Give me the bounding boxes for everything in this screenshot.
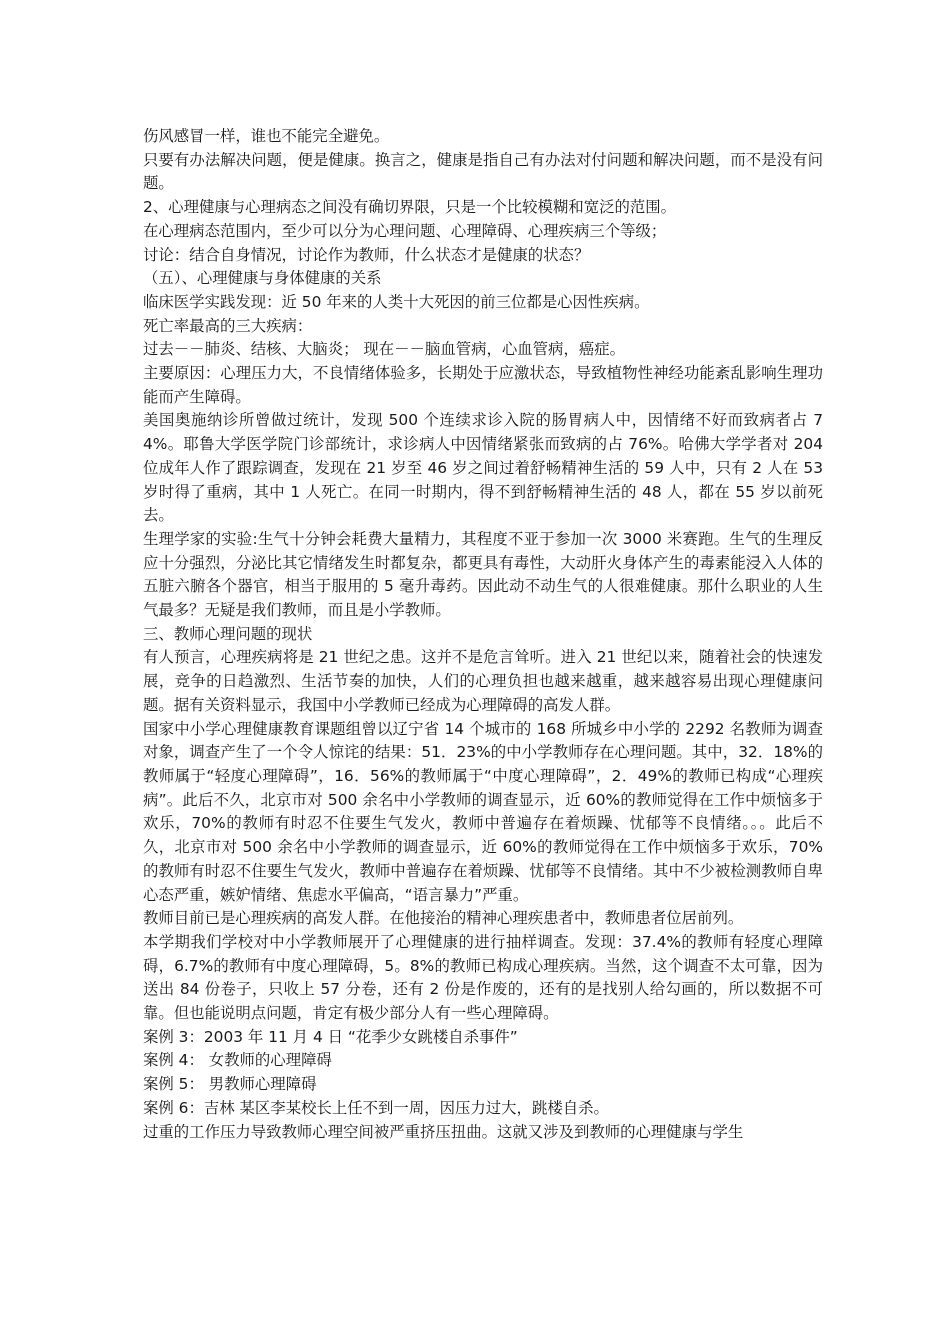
case-4: 案例 4： 女教师的心理障碍 — [143, 1051, 332, 1070]
paragraph-discussion: 讨论：结合自身情况，讨论作为教师，什么状态才是健康的状态？ — [143, 245, 590, 264]
case-6: 案例 6：吉林 某区李某校长上任不到一周，因压力过大，跳楼自杀。 — [143, 1098, 609, 1117]
paragraph-avoid-cold: 伤风感冒一样，谁也不能完全避免。 — [143, 127, 390, 145]
paragraph-top-diseases: 死亡率最高的三大疾病： — [143, 316, 313, 335]
paragraph-high-incidence: 教师目前已是心理疾病的高发人群。在他接治的精神心理疾患者中，教师患者位居前列。 — [143, 909, 744, 928]
paragraph-past-present: 过去－－肺炎、结核、大脑炎； 现在－－脑血管病，心血管病，癌症。 — [143, 340, 626, 359]
document-body — [143, 125, 823, 1144]
paragraph-health-definition: 只要有办法解决问题，便是健康。换言之，健康是指自己有办法对付问题和解决问题，而不是没有问题。 — [143, 150, 823, 193]
case-5: 案例 5： 男教师心理障碍 — [143, 1075, 317, 1094]
paragraph-school-survey: 本学期我们学校对中小学教师展开了心理健康的进行抽样调查。发现：37.4%的教师有轻度心理障碍，6.7%的教师有中度心理障碍，5。8%的教师已构成心理疾病。当然，这个调查不太可靠，因为送出 84 份卷子，只收上 57 分卷，还有 2 份是作废的，还有的是找别人给勾画的，所以数据不可靠。但也能说明点问题，肯定有极少部分人有一些心理障碍。 — [143, 932, 823, 1023]
paragraph-work-pressure: 过重的工作压力导致教师心理空间被严重挤压扭曲。这就又涉及到教师的心理健康与学生 — [143, 1122, 744, 1141]
paragraph-main-cause: 主要原因：心理压力大，不良情绪体验多，长期处于应激状态，导致植物性神经功能紊乱影响生理功能而产生障碍。 — [143, 364, 823, 406]
paragraph-clinical-finding: 临床医学实践发现：近 50 年来的人类十大死因的前三位都是心因性疾病。 — [143, 292, 650, 311]
paragraph-national-survey: 国家中小学心理健康教育课题组曾以辽宁省 14 个城市的 168 所城乡中小学的 2292 名教师为调查对象，调查产生了一个令人惊诧的结果：51．23%的中小学教师存在心理问题。其中，32．18%的教师属于“轻度心理障碍”，16．56%的教师属于“中度心理障碍”，2．49%的教师已构成“心理疾病”。此后不久，北京市对 500 余名中小学教师的调查显示，近 60%的教师觉得在工作中烦恼多于欢乐，70%的教师有时忍不住要生气发火，教师中普遍存在着烦躁、忧郁等不良情绪。。。此后不久，北京市对 500 余名中小学教师的调查显示，近 60%的教师觉得在工作中烦恼多于欢乐，70%的教师有时忍不住要生气发火，教师中普遍存在着烦躁、忧郁等不良情绪。其中不少被检测教师自卑心态严重，嫉妒情绪、焦虑水平偏高，“语言暴力”严重。 — [143, 719, 823, 904]
case-3: 案例 3：2003 年 11 月 4 日 “花季少女跳楼自杀事件” — [143, 1027, 518, 1046]
paragraph-physiology-experiment: 生理学家的实验:生气十分钟会耗费大量精力，其程度不亚于参加一次 3000 米赛跑。生气的生理反应十分强烈，分泌比其它情绪发生时都复杂，都更具有毒性，大动肝火身体产生的毒素能浸入人体的五脏六腑各个器官，相当于服用的 5 毫升毒药。因此动不动生气的人很难健康。那什么职业的人生气最多？无疑是我们教师，而且是小学教师。 — [143, 529, 823, 620]
paragraph-three-levels: 在心理病态范围内，至少可以分为心理问题、心理障碍、心理疾病三个等级； — [143, 221, 667, 240]
paragraph-point-2: 2、心理健康与心理病态之间没有确切界限，只是一个比较模糊和宽泛的范围。 — [143, 198, 677, 217]
paragraph-prediction: 有人预言，心理疾病将是 21 世纪之患。这并不是危言耸听。进入 21 世纪以来，随着社会的快速发展，竞争的日趋激烈、生活节奏的加快，人们的心理负担也越来越重，越来越容易出现心理健康问题。据有关资料显示，我国中小学教师已经成为心理障碍的高发人群。 — [143, 648, 823, 714]
section-heading-3: 三、教师心理问题的现状 — [143, 624, 313, 643]
paragraph-statistics: 美国奥施纳诊所曾做过统计，发现 500 个连续求诊入院的肠胃病人中，因情绪不好而致病者占 74%。耶鲁大学医学院门诊部统计，求诊病人中因情绪紧张而致病的占 76%。哈佛大学学者对 204 位成年人作了跟踪调查，发现在 21 岁至 46 岁之间过着舒畅精神生活的 59 人中，只有 2 人在 53 岁时得了重病，其中 1 人死亡。在同一时期内，得不到舒畅精神生活的 48 人，都在 55 岁以前死去。 — [143, 411, 823, 525]
section-heading-5: （五）、心理健康与身体健康的关系 — [143, 269, 382, 288]
